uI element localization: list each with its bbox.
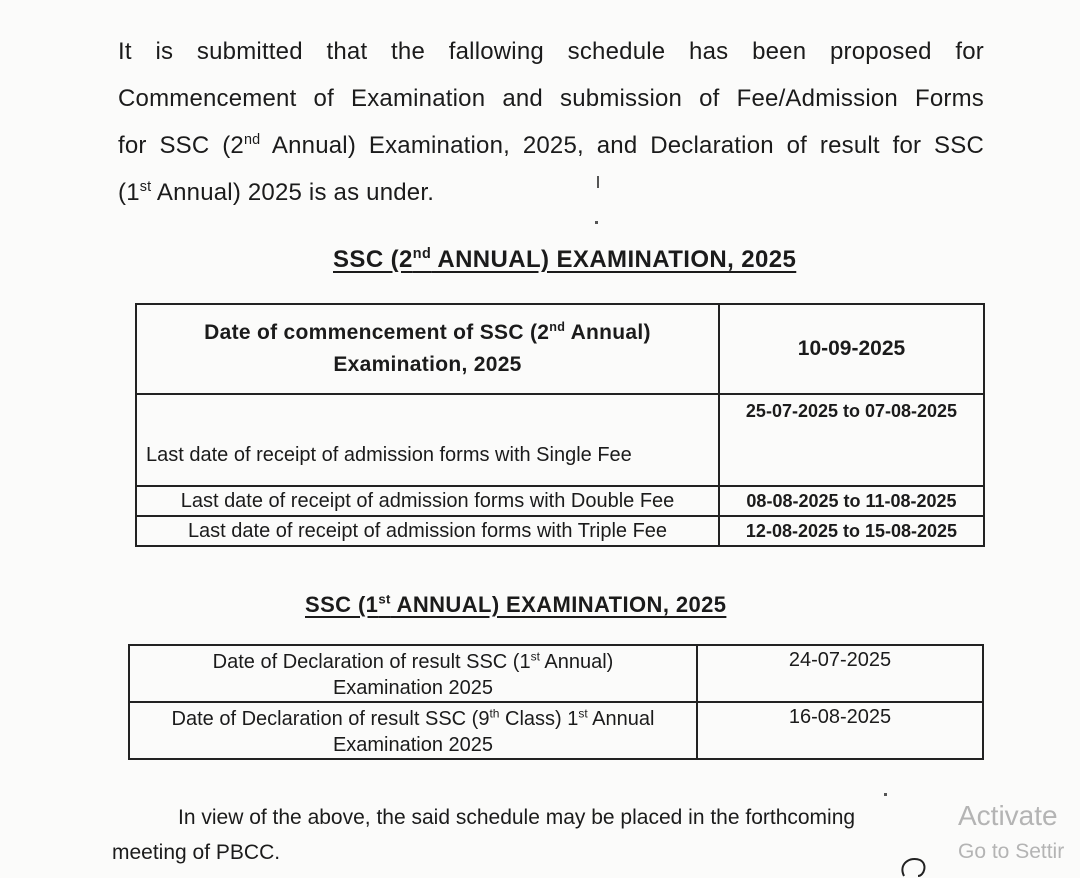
table-row bbox=[136, 394, 984, 486]
table-row bbox=[136, 516, 984, 546]
single-fee-label: Last date of receipt of admission forms with Single Fee bbox=[136, 394, 719, 486]
table-row bbox=[136, 486, 984, 516]
ink-speck bbox=[884, 793, 887, 796]
double-fee-dates: 08-08-2025 to 11-08-2025 bbox=[719, 486, 984, 516]
intro-line-3: for SSC (2nd Annual) Examination, 2025, and Declaration of result for SSC bbox=[118, 132, 984, 159]
single-fee-dates: 25-07-2025 to 07-08-2025 bbox=[719, 394, 984, 486]
section2-result-table bbox=[128, 644, 984, 760]
intro-line-2: Commencement of Examination and submission of Fee/Admission Forms bbox=[118, 85, 984, 112]
table-row bbox=[129, 645, 983, 702]
intro-line-4: (1st Annual) 2025 is as under. bbox=[118, 179, 435, 206]
closing-line-2: meeting of PBCC. bbox=[112, 841, 281, 864]
intro-line-1: It is submitted that the fallowing schedule has been proposed for bbox=[118, 38, 984, 65]
table-row bbox=[129, 702, 983, 759]
commencement-label: Date of commencement of SSC (2nd Annual) Examination, 2025 bbox=[136, 304, 719, 394]
ink-speck bbox=[595, 221, 598, 224]
ssc-result-label: Date of Declaration of result SSC (1st Annual) Examination 2025 bbox=[129, 645, 697, 702]
commencement-date: 10-09-2025 bbox=[719, 304, 984, 394]
ssc-result-date: 24-07-2025 bbox=[697, 645, 983, 702]
triple-fee-dates: 12-08-2025 to 15-08-2025 bbox=[719, 516, 984, 546]
ninth-class-result-date: 16-08-2025 bbox=[697, 702, 983, 759]
section1-heading: SSC (2nd ANNUAL) EXAMINATION, 2025 bbox=[333, 246, 797, 273]
section2-heading: SSC (1st ANNUAL) EXAMINATION, 2025 bbox=[305, 591, 727, 617]
pen-mark-icon bbox=[896, 850, 936, 878]
ink-speck bbox=[597, 176, 599, 188]
closing-line-1: In view of the above, the said schedule may be placed in the forthcoming bbox=[178, 806, 856, 829]
activation-watermark-subtitle: Go to Settir bbox=[958, 840, 1065, 863]
activation-watermark-title: Activate bbox=[958, 800, 1058, 831]
intro-paragraph bbox=[118, 28, 984, 216]
ninth-class-result-label: Date of Declaration of result SSC (9th Class) 1st Annual Examination 2025 bbox=[129, 702, 697, 759]
triple-fee-label: Last date of receipt of admission forms with Triple Fee bbox=[136, 516, 719, 546]
section1-schedule-table bbox=[135, 303, 985, 547]
double-fee-label: Last date of receipt of admission forms with Double Fee bbox=[136, 486, 719, 516]
table-row bbox=[136, 304, 984, 394]
